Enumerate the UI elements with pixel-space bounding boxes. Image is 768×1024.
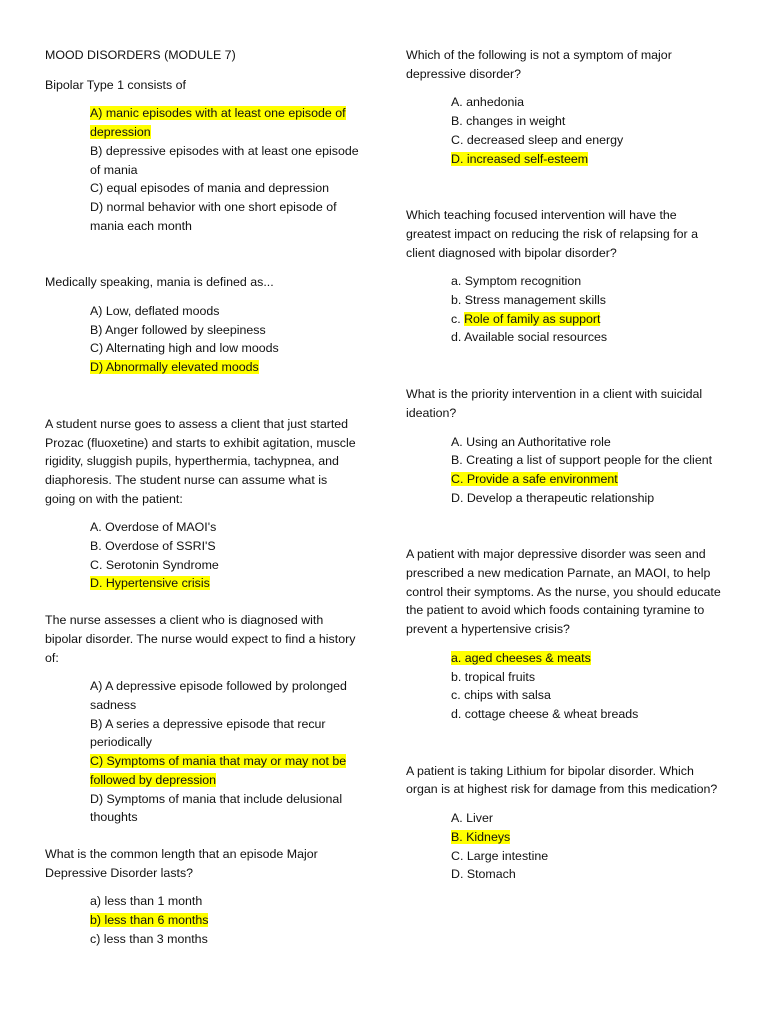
answer-option: B) depressive episodes with at least one episode of mania: [90, 143, 359, 177]
answer-option: [451, 310, 724, 329]
answer-option: D) normal behavior with one short episode of mania each month: [90, 199, 337, 233]
question-text: A patient is taking Lithium for bipolar disorder. Which organ is at highest risk for damage from this medication?: [406, 763, 718, 797]
answer-option-highlighted: D. increased self-esteem: [451, 151, 589, 166]
answer-option: d. cottage cheese & wheat breads: [451, 706, 639, 721]
question-block: [406, 385, 724, 507]
answer-option: [451, 272, 724, 291]
answer-option: a) less than 1 month: [90, 894, 203, 909]
question-text: What is the priority intervention in a client with suicidal ideation?: [406, 387, 703, 420]
question-text: Which of the following is not a symptom of major depressive disorder?: [406, 48, 672, 81]
answer-option: c. chips with salsa: [451, 688, 551, 703]
option-prefix: b.: [451, 293, 465, 308]
question-text: Which teaching focused intervention will have the greatest impact on reducing the risk of relapsing for a client diagnosed with bipolar disorder?: [406, 208, 699, 260]
answer-option: [451, 291, 724, 310]
question-text: Bipolar Type 1 consists of: [45, 77, 186, 92]
question-block: [45, 611, 360, 827]
question-block: [45, 76, 360, 236]
answer-option: C. decreased sleep and energy: [451, 132, 624, 147]
question-block: [45, 845, 360, 949]
answer-option: B. Creating a list of support people for the client: [451, 453, 713, 468]
answer-option-highlighted: Role of family as support: [464, 311, 601, 326]
question-block: [45, 273, 360, 377]
question-text: A patient with major depressive disorder was seen and prescribed a new medication Parnate, an MAOI, to help control their symptoms. As the nurse, you should educate the patient to avoid which foods containing tyramine to prevent a hypertensive crisis?: [406, 547, 721, 637]
answer-option: [451, 328, 724, 347]
question-block: [406, 545, 724, 723]
answer-option: A. Overdose of MAOI's: [90, 520, 217, 535]
option-prefix: c.: [451, 311, 465, 326]
document-title: MOOD DISORDERS (MODULE 7): [45, 48, 236, 62]
answer-options: [451, 649, 724, 724]
answer-option: D. Develop a therapeutic relationship: [451, 490, 655, 505]
right-column: [406, 46, 724, 902]
answer-options: [90, 302, 360, 377]
option-prefix: a.: [451, 274, 465, 289]
answer-option-highlighted: D) Abnormally elevated moods: [90, 360, 259, 375]
answer-option: c) less than 3 months: [90, 931, 208, 946]
answer-option: D) Symptoms of mania that include delusional thoughts: [90, 791, 343, 825]
question-text: Medically speaking, mania is defined as...: [45, 275, 274, 290]
answer-options: [451, 272, 724, 347]
question-text: A student nurse goes to assess a client that just started Prozac (fluoxetine) and starts to exhibit agitation, muscle rigidity, sluggish pupils, hyperthermia, tachypnea, and diaphoresis. The student nurse can assume what is going on with the patient:: [45, 416, 356, 506]
question-block: [406, 46, 724, 168]
question-block: [406, 206, 724, 347]
answer-option-highlighted: A) manic episodes with at least one episode of depression: [90, 106, 346, 140]
answer-option: B. changes in weight: [451, 114, 566, 129]
left-column: [45, 46, 360, 966]
answer-option-highlighted: C) Symptoms of mania that may or may not be followed by depression: [90, 754, 347, 787]
answer-options: [451, 93, 724, 168]
answer-option: A. anhedonia: [451, 95, 525, 110]
answer-option-highlighted: B. Kidneys: [451, 829, 511, 844]
answer-options: [451, 809, 724, 884]
option-prefix: d.: [451, 330, 465, 345]
answer-option: A) A depressive episode followed by prolonged sadness: [90, 679, 347, 712]
answer-option: C. Serotonin Syndrome: [90, 557, 219, 572]
answer-option: b. tropical fruits: [451, 669, 536, 684]
answer-option-highlighted: D. Hypertensive crisis: [90, 576, 210, 591]
answer-option: D. Stomach: [451, 867, 516, 882]
question-text: The nurse assesses a client who is diagnosed with bipolar disorder. The nurse would expect to find a history of:: [45, 613, 356, 665]
answer-options: [90, 104, 360, 235]
answer-option: B) Anger followed by sleepiness: [90, 322, 266, 337]
answer-option-highlighted: a. aged cheeses & meats: [451, 650, 591, 665]
answer-options: [90, 677, 360, 827]
answer-options: [90, 892, 360, 948]
answer-option: A. Liver: [451, 811, 494, 826]
answer-options: [90, 518, 360, 593]
answer-option: A) Low, deflated moods: [90, 304, 220, 319]
answer-option: B) A series a depressive episode that recur periodically: [90, 716, 326, 750]
option-text: Stress management skills: [464, 293, 606, 308]
answer-option: C) equal episodes of mania and depression: [90, 181, 330, 196]
question-block: [45, 415, 360, 593]
question-text: What is the common length that an episode Major Depressive Disorder lasts?: [45, 846, 318, 880]
answer-option-highlighted: C. Provide a safe environment: [451, 471, 618, 486]
answer-option: B. Overdose of SSRI'S: [90, 539, 216, 554]
option-text: Symptom recognition: [464, 274, 582, 289]
answer-option: C) Alternating high and low moods: [90, 341, 279, 356]
answer-option: C. Large intestine: [451, 848, 549, 863]
answer-option: A. Using an Authoritative role: [451, 434, 611, 449]
question-block: [406, 762, 724, 884]
answer-option-highlighted: b) less than 6 months: [90, 913, 209, 928]
option-text: Available social resources: [464, 330, 608, 345]
answer-options: [451, 433, 724, 508]
